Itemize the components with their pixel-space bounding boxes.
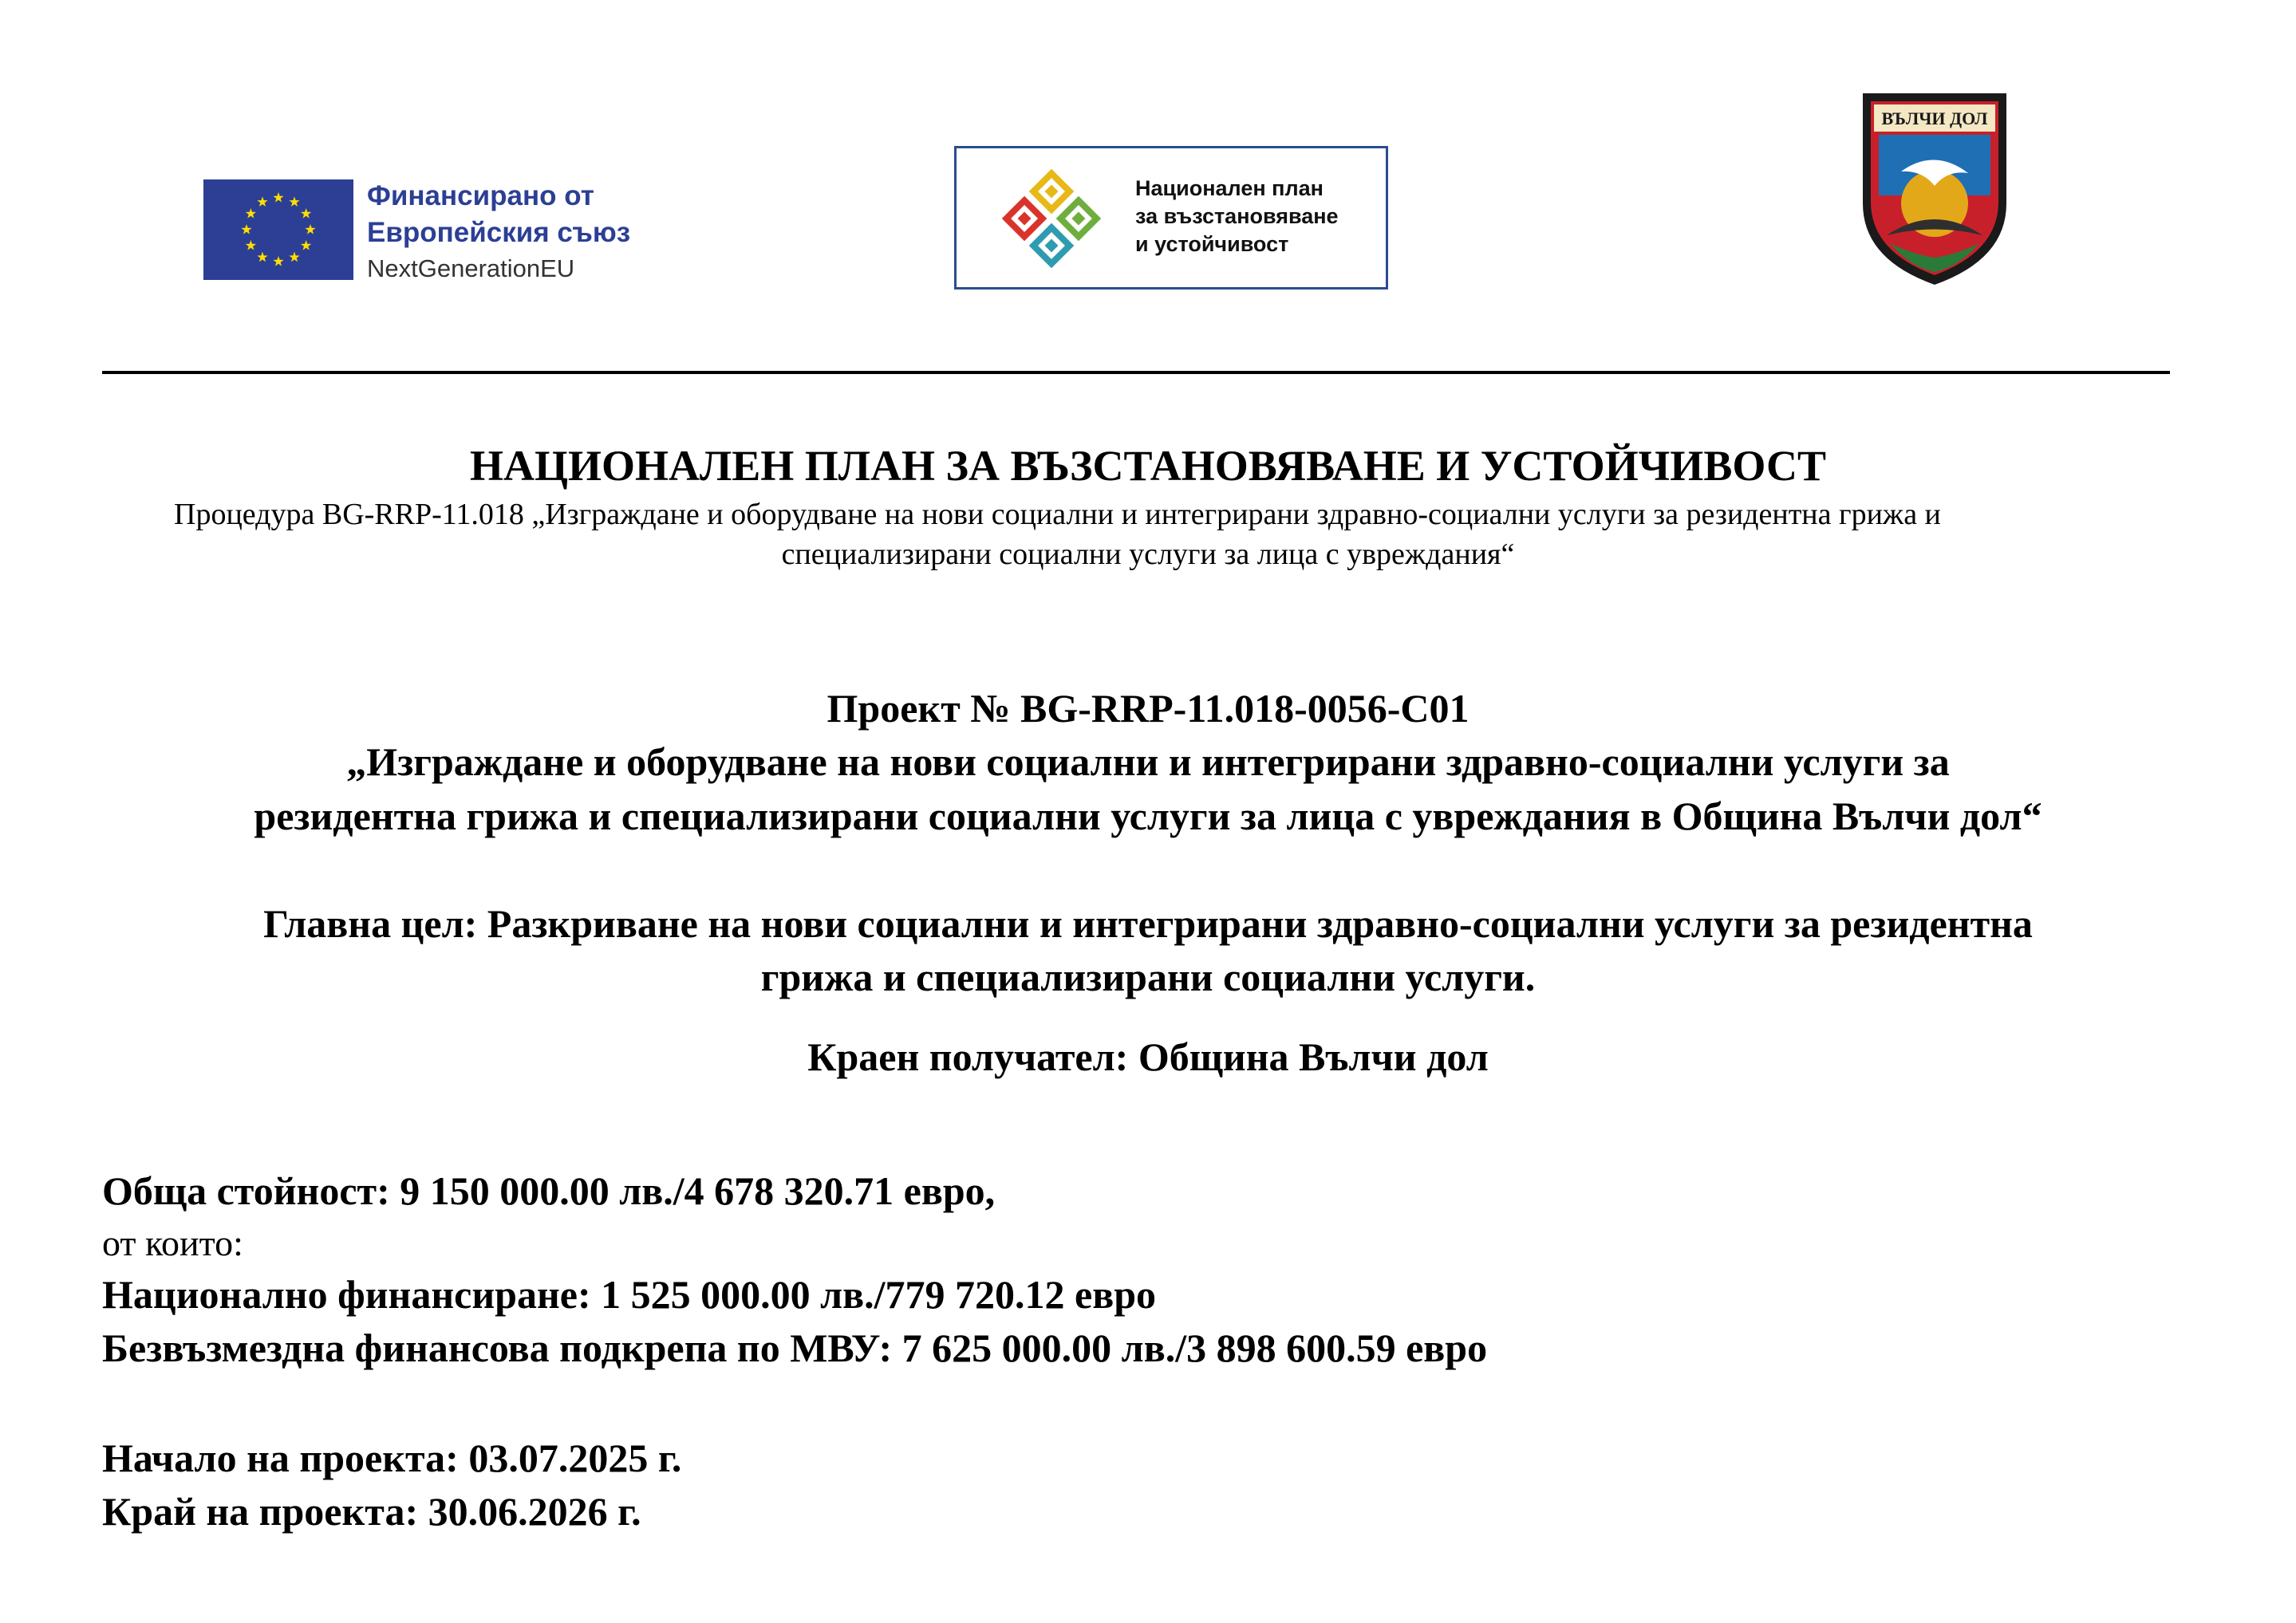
coat-banner-text: ВЪЛЧИ ДОЛ — [1881, 108, 1988, 128]
eu-flag-icon — [203, 179, 353, 280]
procedure-line-2: специализирани социални услуги за лица с увреждания“ — [781, 538, 1515, 571]
national-funding: Национално финансиране: 1 525 000.00 лв./779 720.12 евро — [102, 1272, 1157, 1317]
main-goal-line-2: грижа и специализирани социални услуги. — [760, 955, 1536, 999]
project-end-date: Край на проекта: 30.06.2026 г. — [102, 1489, 641, 1534]
eu-funding-logo — [203, 179, 698, 283]
npvu-logo-line3: и устойчивост — [1135, 232, 1289, 256]
final-recipient: Краен получател: Община Вълчи дол — [807, 1034, 1489, 1079]
npvu-logo-line1: Национален план — [1135, 176, 1324, 200]
eu-logo-line1: Финансирано от — [367, 180, 594, 211]
header-divider — [102, 371, 2170, 374]
project-name-line-1: „Изграждане и оборудване на нови социални и интегрирани здравно-социални услуги за — [346, 739, 1950, 784]
main-goal-line-1: Главна цел: Разкриване на нови социални и интегрирани здравно-социални услуги за резидентна — [263, 901, 2033, 946]
project-number: Проект № BG-RRP-11.018-0056-C01 — [826, 686, 1470, 731]
total-value: Обща стойност: 9 150 000.00 лв./4 678 320.71 евро, — [102, 1168, 996, 1213]
procedure-line-1: Процедура BG-RRP-11.018 „Изграждане и оборудване на нови социални и интегрирани здравно-социални услуги за резидентна грижа и — [174, 498, 1941, 531]
grant-funding: Безвъзмездна финансова подкрепа по МВУ: 7 625 000.00 лв./3 898 600.59 евро — [102, 1326, 1488, 1370]
npvu-logo — [954, 146, 1388, 290]
npvu-logo-line2: за възстановяване — [1135, 204, 1339, 228]
project-name-line-2: резидентна грижа и специализирани социални услуги за лица с увреждания в Община Вълчи дол“ — [254, 794, 2042, 838]
npvu-ornament-icon — [994, 161, 1109, 276]
eu-logo-line3: NextGenerationEU — [367, 254, 575, 282]
page-title: НАЦИОНАЛЕН ПЛАН ЗА ВЪЗСТАНОВЯВАНЕ И УСТОЙЧИВОСТ — [469, 442, 1827, 490]
of-which-label: от които: — [102, 1223, 243, 1263]
valchi-dol-coat-of-arms-icon — [1855, 84, 2014, 290]
project-start-date: Начало на проекта: 03.07.2025 г. — [102, 1436, 682, 1480]
eu-logo-line2: Европейския съюз — [367, 217, 631, 248]
